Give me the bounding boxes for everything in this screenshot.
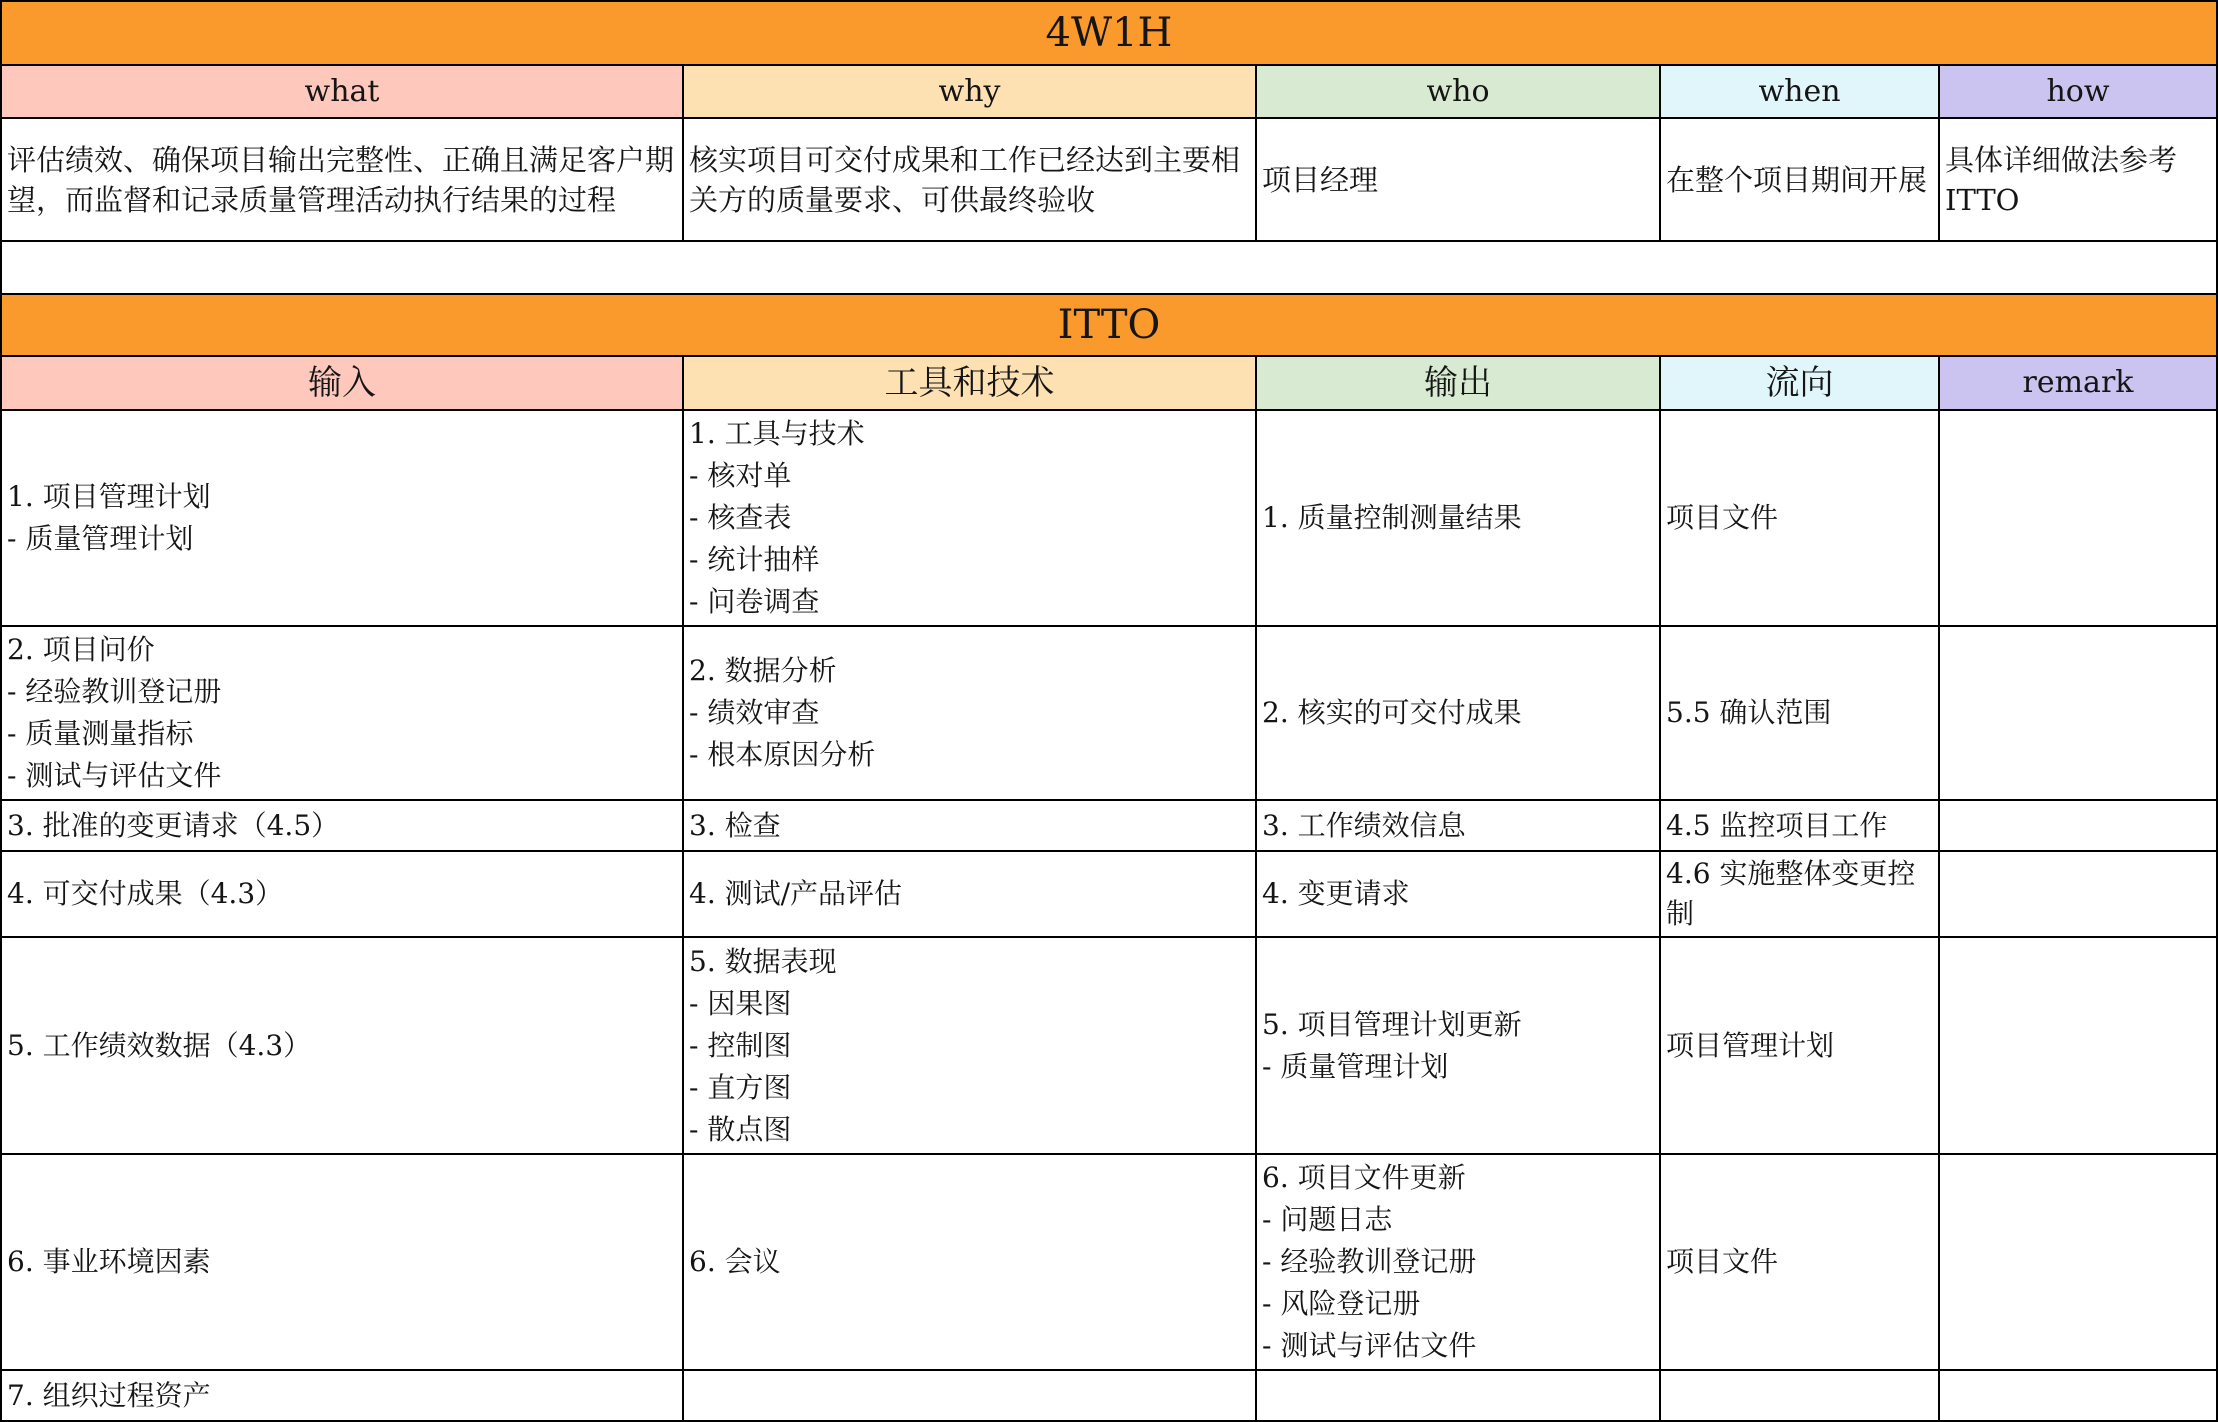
itto-output-line: 1. 质量控制测量结果 (1262, 501, 1522, 534)
itto-tools-line: - 问卷调查 (689, 585, 820, 618)
itto-input-line: 7. 组织过程资产 (7, 1378, 211, 1412)
w4h1-title: 4W1H (2, 2, 2216, 64)
itto-input-cell (2, 801, 682, 850)
itto-tools-cell (684, 852, 1255, 936)
itto-flow-cell: 4.5 监控项目工作 (1661, 801, 1938, 850)
itto-tools-line: - 直方图 (689, 1070, 792, 1104)
w4h1-when-value: 在整个项目期间开展 (1661, 119, 1938, 240)
itto-output-cell (1257, 801, 1659, 850)
itto-tools-cell (684, 627, 1255, 799)
itto-output-line: - 质量管理计划 (1262, 1049, 1449, 1083)
itto-output-line: 6. 项目文件更新 (1262, 1161, 1466, 1194)
itto-tools-cell (684, 938, 1255, 1153)
itto-input-line: 2. 项目问价 (7, 633, 155, 666)
itto-input-line: - 测试与评估文件 (7, 759, 222, 792)
itto-header-output: 输出 (1257, 357, 1659, 409)
itto-remark-cell (1940, 1155, 2216, 1369)
itto-input-line: - 质量测量指标 (7, 717, 194, 750)
w4h1-how-value: 具体详细做法参考ITTO (1940, 119, 2216, 240)
itto-tools-cell (684, 801, 1255, 850)
itto-flow-cell: 项目管理计划 (1661, 938, 1938, 1153)
itto-flow-cell: 项目文件 (1661, 1155, 1938, 1369)
itto-output-line: 2. 核实的可交付成果 (1262, 696, 1522, 729)
itto-input-line: 6. 事业环境因素 (7, 1245, 211, 1278)
itto-output-cell (1257, 1155, 1659, 1369)
itto-tools-line: - 核查表 (689, 501, 792, 534)
itto-input-cell (2, 411, 682, 625)
w4h1-what-value: 评估绩效、确保项目输出完整性、正确且满足客户期望，而监督和记录质量管理活动执行结果的过程 (2, 119, 682, 240)
itto-tools-line: 5. 数据表现 (689, 944, 837, 978)
itto-remark-cell (1940, 938, 2216, 1153)
w4h1-who-value: 项目经理 (1257, 119, 1659, 240)
itto-tools-line: 3. 检查 (689, 808, 781, 842)
itto-output-line: 4. 变更请求 (1262, 877, 1410, 910)
itto-remark-cell (1940, 852, 2216, 936)
itto-input-cell (2, 1371, 682, 1420)
itto-tools-cell (684, 1371, 1255, 1420)
itto-input-cell (2, 1155, 682, 1369)
w4h1-header-who: who (1257, 66, 1659, 117)
w4h1-why-value: 核实项目可交付成果和工作已经达到主要相关方的质量要求、可供最终验收 (684, 119, 1255, 240)
itto-tools-line: - 核对单 (689, 459, 792, 492)
itto-tools-line: 2. 数据分析 (689, 654, 837, 687)
itto-output-line: 3. 工作绩效信息 (1262, 808, 1466, 842)
itto-header-input: 输入 (2, 357, 682, 409)
itto-tools-line: 1. 工具与技术 (689, 417, 865, 450)
itto-remark-cell (1940, 801, 2216, 850)
itto-input-line: - 经验教训登记册 (7, 675, 222, 708)
itto-output-line: - 测试与评估文件 (1262, 1329, 1477, 1362)
itto-tools-cell (684, 411, 1255, 625)
itto-tools-line: - 因果图 (689, 986, 792, 1020)
w4h1-header-why: why (684, 66, 1255, 117)
itto-output-cell (1257, 938, 1659, 1153)
itto-input-cell (2, 852, 682, 936)
itto-output-cell (1257, 852, 1659, 936)
itto-tools-line: - 散点图 (689, 1112, 792, 1146)
w4h1-header-what: what (2, 66, 682, 117)
itto-output-line: - 经验教训登记册 (1262, 1245, 1477, 1278)
itto-tools-line: - 控制图 (689, 1028, 792, 1062)
itto-title: ITTO (2, 295, 2216, 355)
itto-remark-cell (1940, 627, 2216, 799)
w4h1-header-how: how (1940, 66, 2216, 117)
itto-tools-line: 4. 测试/产品评估 (689, 877, 903, 910)
itto-input-cell (2, 627, 682, 799)
spacer-row (2, 242, 2216, 293)
itto-flow-cell: 5.5 确认范围 (1661, 627, 1938, 799)
itto-remark-cell (1940, 1371, 2216, 1420)
itto-tools-line: 6. 会议 (689, 1245, 781, 1278)
itto-tools-line: - 根本原因分析 (689, 738, 876, 771)
itto-input-line: 4. 可交付成果（4.3） (7, 877, 284, 910)
itto-flow-cell (1661, 1371, 1938, 1420)
itto-remark-cell (1940, 411, 2216, 625)
itto-output-line: - 问题日志 (1262, 1203, 1393, 1236)
itto-tools-line: - 绩效审查 (689, 696, 820, 729)
itto-tools-line: - 统计抽样 (689, 543, 820, 576)
itto-input-line: 3. 批准的变更请求（4.5） (7, 808, 340, 842)
itto-output-line: 5. 项目管理计划更新 (1262, 1007, 1522, 1041)
itto-input-line: 1. 项目管理计划 (7, 480, 211, 513)
itto-header-flow: 流向 (1661, 357, 1938, 409)
itto-input-line: 5. 工作绩效数据（4.3） (7, 1028, 312, 1062)
itto-input-line: - 质量管理计划 (7, 522, 194, 555)
itto-tools-cell (684, 1155, 1255, 1369)
itto-output-line: - 风险登记册 (1262, 1287, 1421, 1320)
itto-header-remark: remark (1940, 357, 2216, 409)
itto-output-cell (1257, 627, 1659, 799)
itto-output-cell (1257, 411, 1659, 625)
itto-flow-cell: 4.6 实施整体变更控制 (1661, 852, 1938, 936)
itto-output-cell (1257, 1371, 1659, 1420)
w4h1-header-when: when (1661, 66, 1938, 117)
itto-input-cell (2, 938, 682, 1153)
itto-header-tools: 工具和技术 (684, 357, 1255, 409)
itto-flow-cell: 项目文件 (1661, 411, 1938, 625)
